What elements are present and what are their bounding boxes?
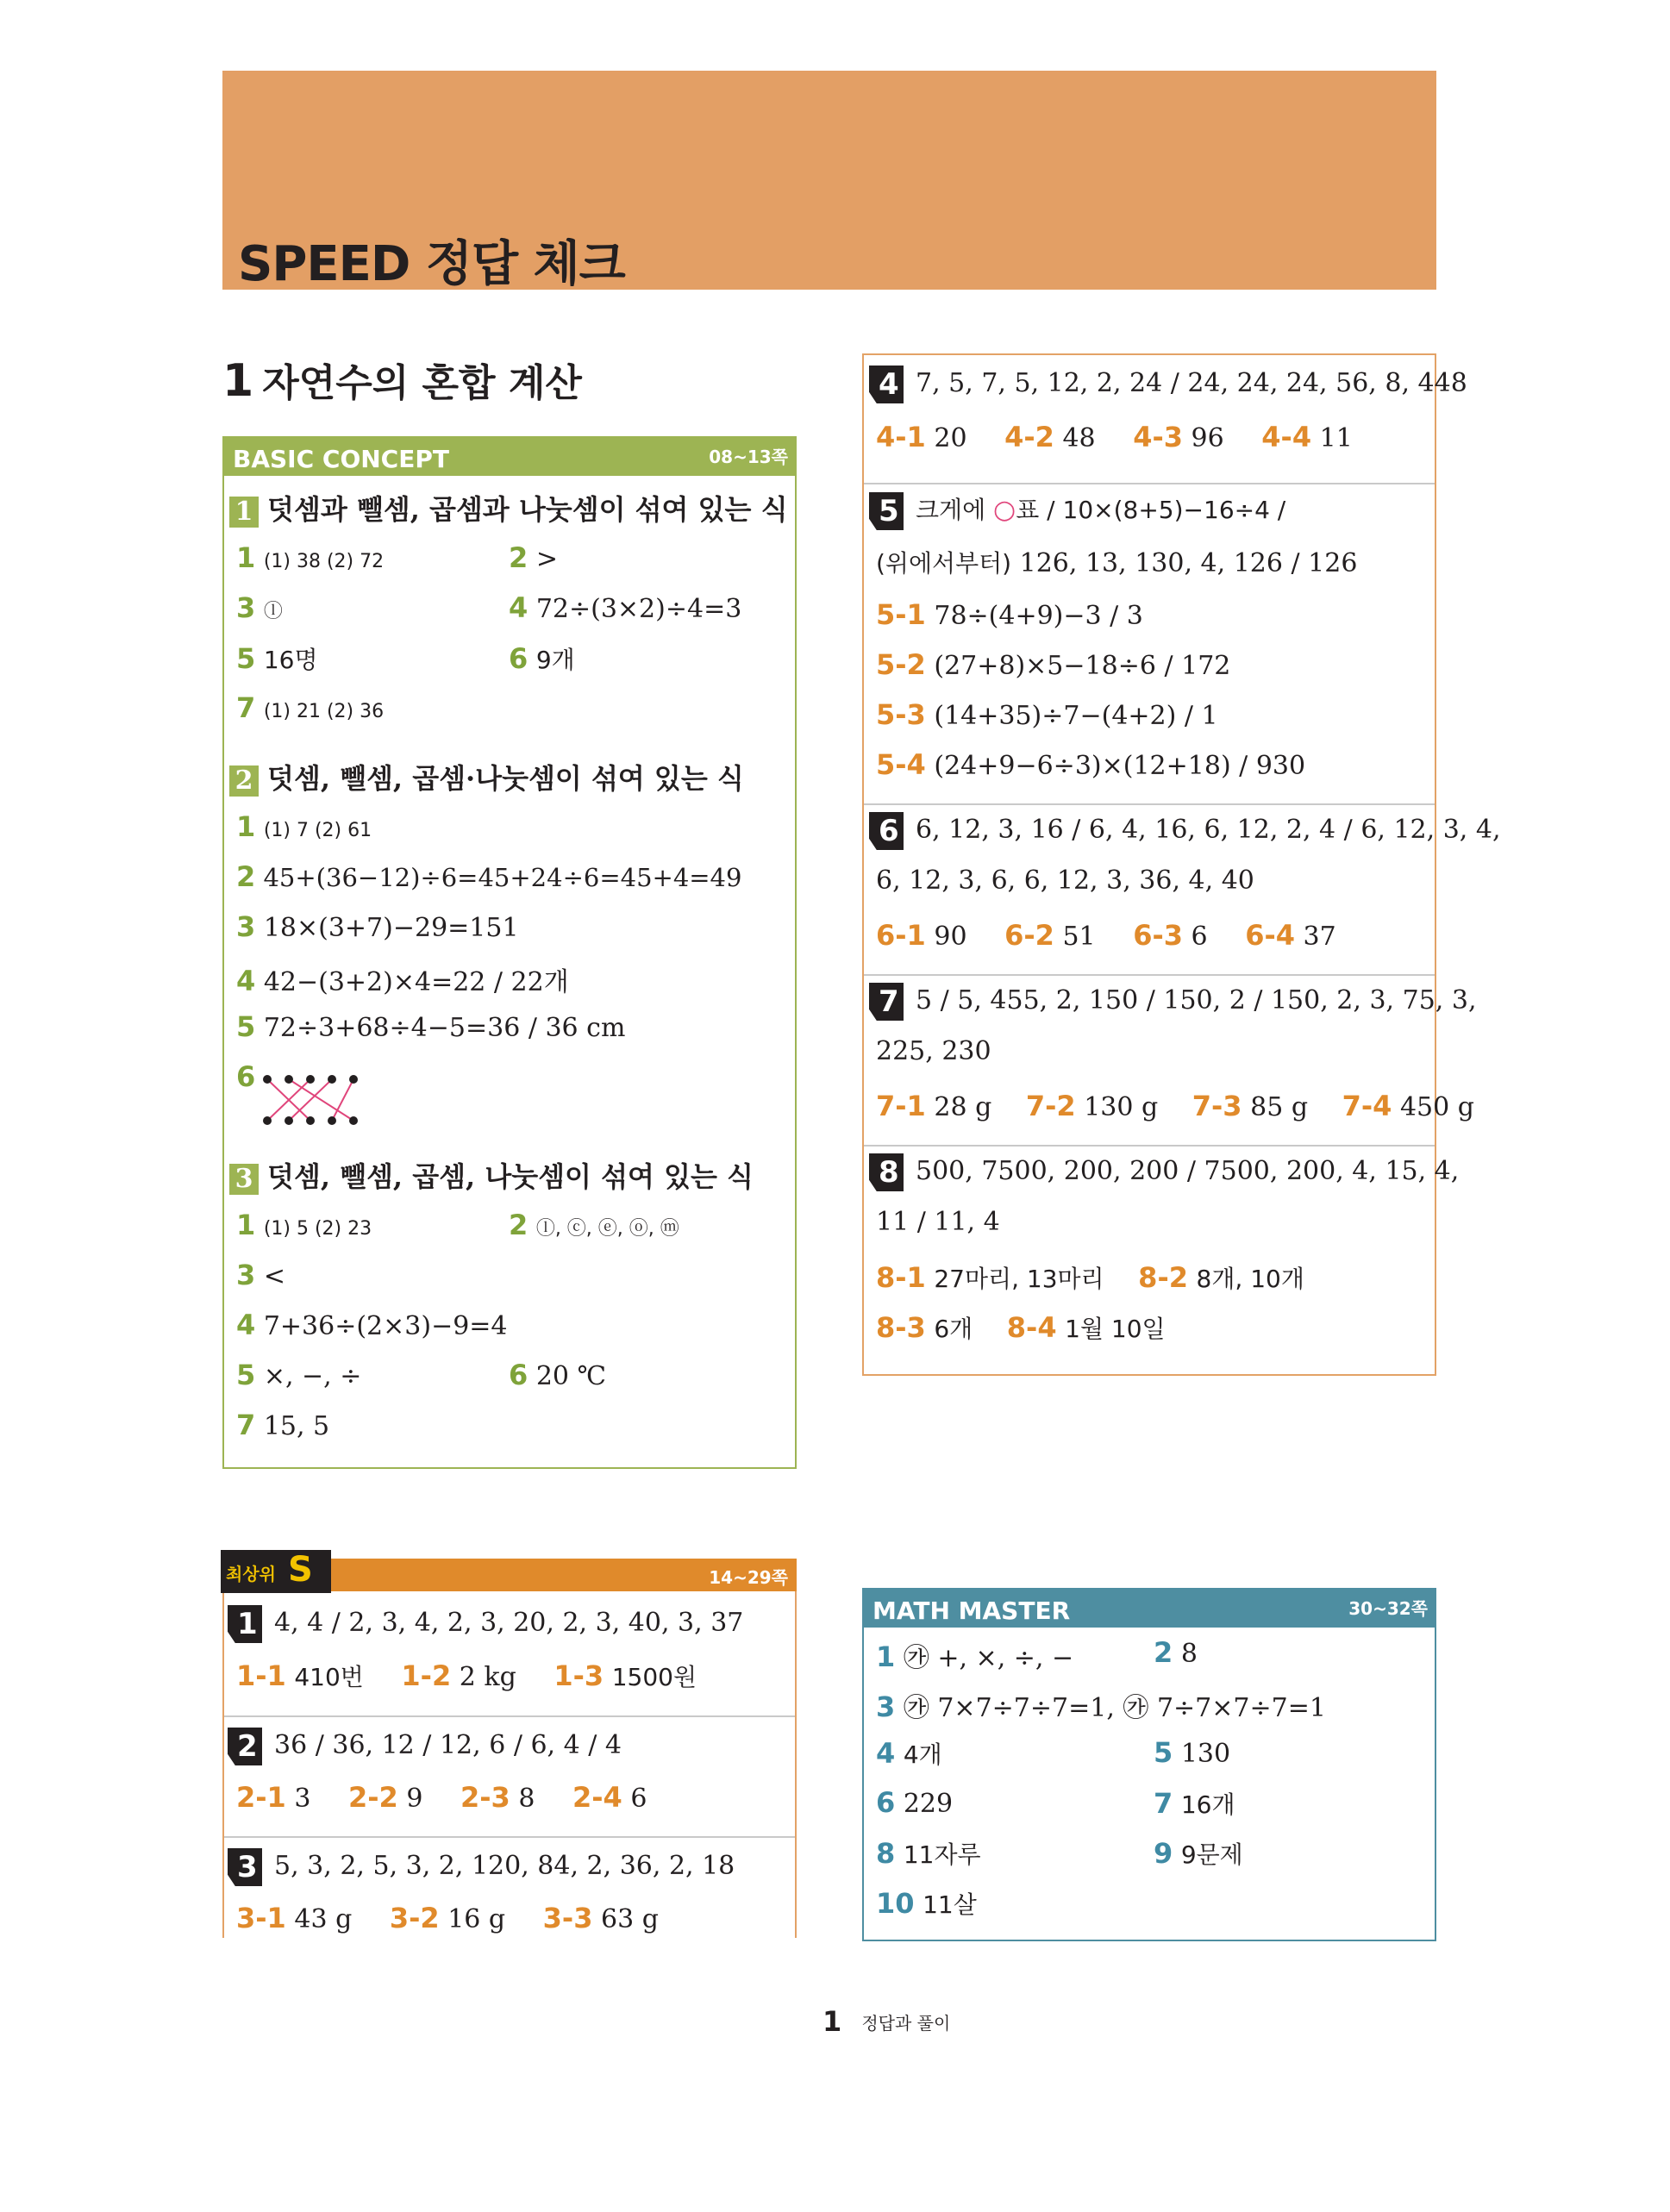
master-item: 7 16개	[1154, 1787, 1235, 1820]
top-level-pages: 14~29쪽	[709, 1567, 788, 1588]
page-number: 1	[822, 2005, 842, 2038]
footer-label: 정답과 풀이	[861, 2012, 951, 2034]
question-6-subanswers: 6-1 90 6-2 51 6-3 6 6-4 37	[876, 919, 1336, 952]
top-question-1-line: 1 4, 4 / 2, 3, 4, 2, 3, 20, 2, 3, 40, 3, 37	[228, 1605, 743, 1643]
answer-item: 6 20 ℃	[509, 1359, 607, 1391]
top-question-1-subanswers: 1-1 410번 1-2 2 kg 1-3 1500원	[236, 1659, 697, 1692]
master-item: 2 8	[1154, 1636, 1198, 1669]
question-5-sub-4: 5-4 (24+9−6÷3)×(12+18) / 930	[876, 748, 1306, 781]
answer-item: 5 16명	[236, 642, 318, 675]
subsection-3-title: 덧셈, 뺄셈, 곱셈, 나눗셈이 섞여 있는 식	[267, 1160, 754, 1193]
basic-concept-bar	[222, 436, 797, 476]
section-name: 자연수의 혼합 계산	[262, 361, 582, 405]
master-item: 10 11살	[876, 1887, 977, 1920]
question-4-subanswers: 4-1 20 4-2 48 4-3 96 4-4 11	[876, 421, 1353, 453]
answer-item: 5 ×, −, ÷	[236, 1359, 362, 1391]
top-question-2-flag: 2	[228, 1728, 262, 1765]
question-6-line2: 6, 12, 3, 6, 6, 12, 3, 36, 4, 40	[876, 865, 1254, 896]
question-4-line: 4 7, 5, 7, 5, 12, 2, 24 / 24, 24, 24, 56, 8, 448	[869, 366, 1467, 403]
top-level-badge	[221, 1550, 331, 1593]
top-question-2-subanswers: 2-1 3 2-2 9 2-3 8 2-4 6	[236, 1781, 647, 1814]
answer-item: 2 ⓛ, ⓒ, ⓔ, ⓞ, ⓜ	[509, 1209, 679, 1241]
subsection-3-heading	[229, 1155, 754, 1195]
section-title	[222, 352, 582, 407]
answer-item: 6	[236, 1060, 256, 1093]
master-item: 6 229	[876, 1786, 954, 1819]
math-master-label: MATH MASTER	[873, 1597, 1071, 1625]
answer-item: 1 (1) 5 (2) 23	[236, 1209, 372, 1241]
question-8-line2: 11 / 11, 4	[876, 1207, 1000, 1237]
math-master-pages: 30~32쪽	[1348, 1598, 1428, 1619]
math-master-bar	[862, 1588, 1436, 1628]
subsection-1-number: 1	[229, 497, 259, 528]
basic-concept-label: BASIC CONCEPT	[233, 445, 449, 473]
question-7-subanswers: 7-1 28 g 7-2 130 g 7-3 85 g 7-4 450 g	[876, 1090, 1474, 1122]
master-item: 1 ㉮ +, ×, ÷, −	[876, 1640, 1074, 1673]
answer-item: 4 72÷(3×2)÷4=3	[509, 591, 742, 624]
right-answers-box	[862, 353, 1501, 1376]
top-level-badge-label: 최상위	[226, 1564, 276, 1584]
answer-item: 3 <	[236, 1259, 285, 1291]
question-8-subanswers-a: 8-1 27마리, 13마리 8-2 8개, 10개	[876, 1261, 1304, 1294]
question-5-sub-1: 5-1 78÷(4+9)−3 / 3	[876, 598, 1143, 631]
question-5-line1: 5 크게에 ○표 / 10×(8+5)−16÷4 /	[869, 491, 1285, 530]
page-title: SPEED 정답 체크	[238, 236, 625, 292]
master-item: 9 9문제	[1154, 1837, 1243, 1870]
top-question-3-flag: 3	[228, 1848, 262, 1886]
divider	[224, 1836, 795, 1838]
answer-item: 5 72÷3+68÷4−5=36 / 36 cm	[236, 1010, 626, 1043]
subsection-2-heading	[229, 757, 744, 797]
divider	[864, 803, 1435, 805]
question-8-subanswers-b: 8-3 6개 8-4 1월 10일	[876, 1311, 1166, 1344]
divider	[864, 483, 1435, 484]
question-7-line2: 225, 230	[876, 1036, 991, 1066]
answer-item: 4 42−(3+2)×4=22 / 22개	[236, 965, 569, 997]
subsection-2-number: 2	[229, 765, 259, 797]
answer-item: 4 7+36÷(2×3)−9=4	[236, 1309, 508, 1341]
question-5-flag: 5	[869, 492, 904, 530]
answer-item: 3 18×(3+7)−29=151	[236, 910, 519, 943]
top-question-1-flag: 1	[228, 1605, 262, 1643]
answer-item: 2 >	[509, 541, 558, 574]
master-item: 4 4개	[876, 1737, 942, 1770]
subsection-3-number: 3	[229, 1164, 259, 1195]
answer-item: 2 45+(36−12)÷6=45+24÷6=45+4=49	[236, 860, 742, 893]
question-4-flag: 4	[869, 366, 904, 403]
footer	[822, 2005, 950, 2038]
question-8-flag: 8	[869, 1153, 904, 1191]
question-5-sub-2: 5-2 (27+8)×5−18÷6 / 172	[876, 648, 1231, 681]
top-level-box	[222, 1550, 797, 1938]
subsection-1-title: 덧셈과 뺄셈, 곱셈과 나눗셈이 섞여 있는 식	[267, 493, 788, 526]
question-5-sub-3: 5-3 (14+35)÷7−(4+2) / 1	[876, 698, 1218, 731]
top-level-badge-s: S	[288, 1550, 313, 1590]
question-7-flag: 7	[869, 983, 904, 1021]
top-question-3-line: 3 5, 3, 2, 5, 3, 2, 120, 84, 2, 36, 2, 18	[228, 1848, 735, 1886]
answer-item: 1 (1) 7 (2) 61	[236, 810, 372, 843]
subsection-1-heading	[229, 488, 788, 528]
subsection-2-title: 덧셈, 뺄셈, 곱셈·나눗셈이 섞여 있는 식	[267, 762, 744, 795]
divider	[864, 1145, 1435, 1147]
divider	[864, 974, 1435, 976]
master-item: 8 11자루	[876, 1837, 981, 1870]
answer-item: 1 (1) 38 (2) 72	[236, 541, 385, 574]
master-item: 5 130	[1154, 1736, 1231, 1769]
section-number: 1	[222, 355, 254, 407]
math-master-box	[862, 1588, 1436, 1941]
master-item: 3 ㉮ 7×7÷7÷7=1, ㉮ 7÷7×7÷7=1	[876, 1690, 1326, 1723]
question-7-line1: 7 5 / 5, 455, 2, 150 / 150, 2 / 150, 2, 3, 75, 3,	[869, 983, 1476, 1021]
question-8-line1: 8 500, 7500, 200, 200 / 7500, 200, 4, 15, 4,	[869, 1153, 1459, 1191]
answer-item: 3 ⓛ	[236, 591, 283, 624]
question-6-line1: 6 6, 12, 3, 16 / 6, 4, 16, 6, 12, 2, 4 / 6, 12, 3, 4,	[869, 812, 1501, 850]
dot-matching-diagram	[260, 1071, 364, 1131]
answer-item: 6 9개	[509, 642, 575, 675]
answer-item: 7 (1) 21 (2) 36	[236, 691, 385, 724]
basic-concept-pages: 08~13쪽	[709, 447, 788, 467]
question-5-line2: (위에서부터) 126, 13, 130, 4, 126 / 126	[876, 548, 1358, 578]
top-question-3-subanswers: 3-1 43 g 3-2 16 g 3-3 63 g	[236, 1902, 659, 1934]
answer-item: 7 15, 5	[236, 1409, 330, 1441]
divider	[224, 1715, 795, 1717]
question-6-flag: 6	[869, 812, 904, 850]
top-question-2-line: 2 36 / 36, 12 / 12, 6 / 6, 4 / 4	[228, 1728, 622, 1765]
basic-concept-box	[222, 436, 797, 1469]
